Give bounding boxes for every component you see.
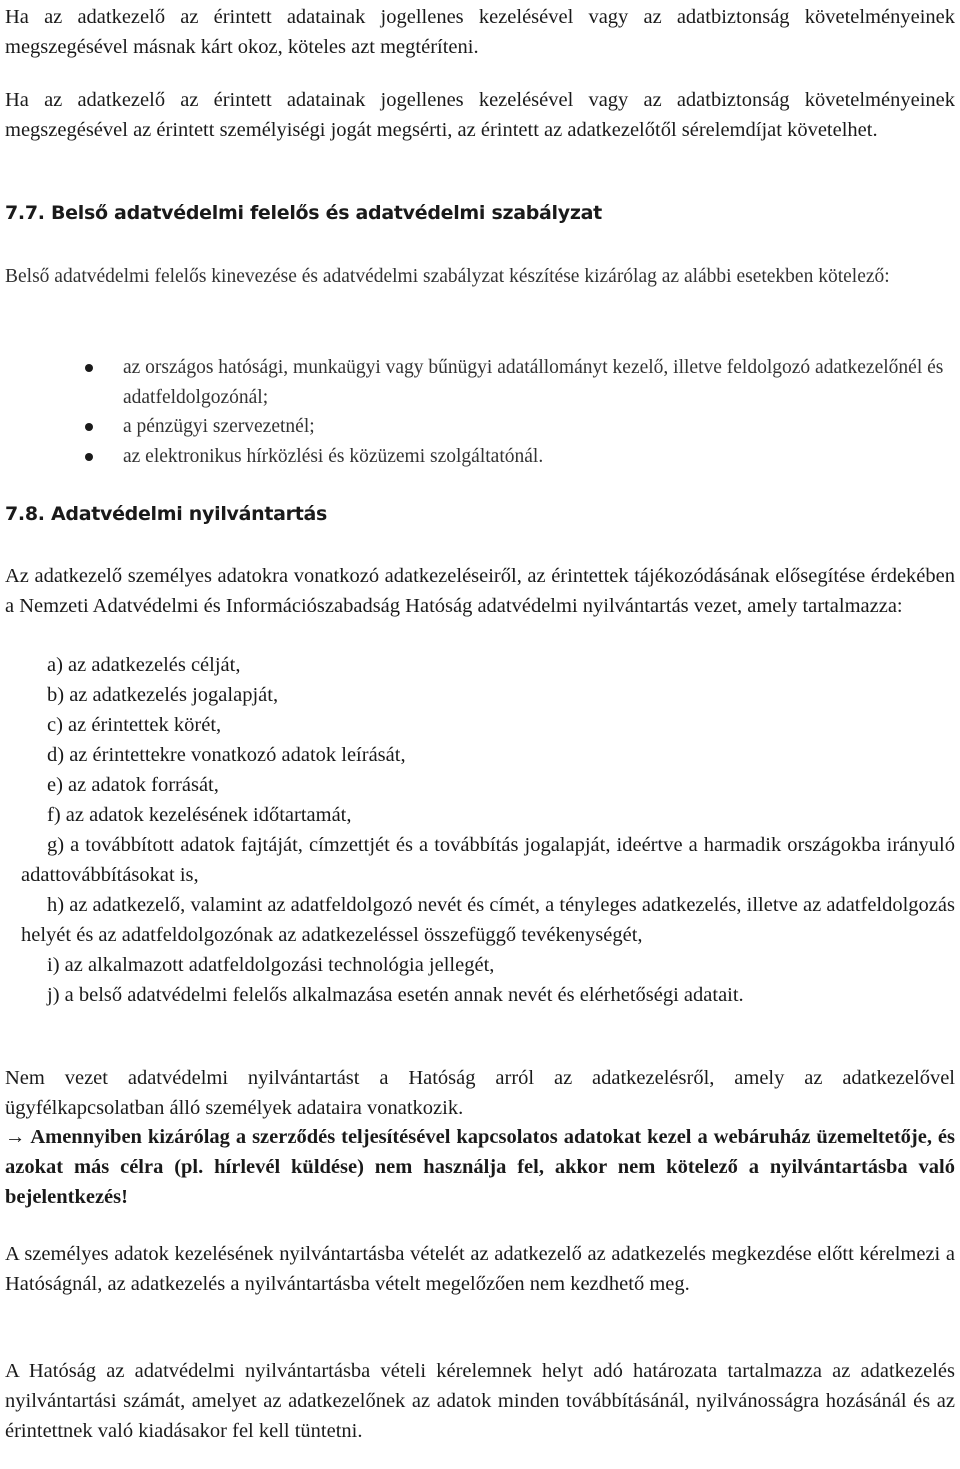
list-item: h) az adatkezelő, valamint az adatfeldolgozó nevét és címét, a tényleges adatkezelés, illetve az adatfeldolgozás helyét és az adatfeldolgozónak az adatkezeléssel összefüggő tevékenységét, xyxy=(21,894,955,946)
list-item: b) az adatkezelés jogalapját, xyxy=(47,684,279,706)
list-item xyxy=(5,442,955,472)
paragraph-webshop-note: → Amennyiben kizárólag a szerződés teljesítésével kapcsolatos adatokat kezel a webáruház üzemeltetője, és azokat más célra (pl. hírlevél küldése) nem használja fel, akkor nem kötelező a nyilvántartásba való bejelentkezés! xyxy=(5,1126,955,1208)
paragraph-damages: Ha az adatkezelő az érintett adatainak jogellenes kezelésével vagy az adatbiztonság követelményeinek megszegésével másnak kárt okoz, köteles azt megtéríteni. xyxy=(5,6,955,58)
registry-contents-list xyxy=(5,650,955,1010)
list-item: a) az adatkezelés célját, xyxy=(47,654,241,676)
list-item: i) az alkalmazott adatfeldolgozási technológia jellegét, xyxy=(47,954,495,976)
list-item-text: az elektronikus hírközlési és közüzemi szolgáltatónál. xyxy=(123,445,544,467)
heading-7-7: 7.7. Belső adatvédelmi felelős és adatvédelmi szabályzat xyxy=(5,202,602,224)
list-item: c) az érintettek körét, xyxy=(47,714,222,736)
bullet-icon xyxy=(85,423,93,431)
bullet-list-obligated xyxy=(5,353,955,471)
paragraph-grievance-fee: Ha az adatkezelő az érintett adatainak jogellenes kezelésével vagy az adatbiztonság követelményeinek megszegésével az érintett személyiségi jogát megsérti, az érintett az adatkezelőtől sérelemdíjat követelhet. xyxy=(5,89,955,141)
list-item: g) a továbbított adatok fajtáját, címzettjét és a továbbítás jogalapját, ideértve a harmadik országokba irányuló adattovábbításokat is, xyxy=(21,834,955,886)
bullet-icon xyxy=(85,364,93,372)
list-item xyxy=(5,412,955,442)
bullet-icon xyxy=(85,453,93,461)
list-item xyxy=(5,353,955,412)
list-item: d) az érintettekre vonatkozó adatok leírását, xyxy=(47,744,406,766)
list-item: f) az adatok kezelésének időtartamát, xyxy=(47,804,352,826)
paragraph-registry-intro: Az adatkezelő személyes adatokra vonatkozó adatkezeléseiről, az érintettek tájékozódásának elősegítése érdekében a Nemzeti Adatvédelmi és Információszabadság Hatóság adatvédelmi nyilvántartás vezet, amely tartalmazza: xyxy=(5,565,955,617)
list-item: j) a belső adatvédelmi felelős alkalmazása esetén annak nevét és elérhetőségi adatait. xyxy=(47,984,744,1006)
list-item-text: az országos hatósági, munkaügyi vagy bűnügyi adatállományt kezelő, illetve feldolgozó adatkezelőnél és adatfeldolgozónál; xyxy=(123,357,944,408)
list-item: e) az adatok forrását, xyxy=(47,774,219,796)
heading-7-8: 7.8. Adatvédelmi nyilvántartás xyxy=(5,503,328,525)
paragraph-registration-request: A személyes adatok kezelésének nyilvántartásba vételét az adatkezelő az adatkezelés megkezdése előtt kérelmezi a Hatóságnál, az adatkezelés a nyilvántartásba vételt megelőzően nem kezdhető meg. xyxy=(5,1243,955,1295)
paragraph-not-registered: Nem vezet adatvédelmi nyilvántartást a Hatóság arról az adatkezelésről, amely az adatkezelővel ügyfélkapcsolatban álló személyek adataira vonatkozik. xyxy=(5,1067,955,1119)
paragraph-officer-intro: Belső adatvédelmi felelős kinevezése és adatvédelmi szabályzat készítése kizárólag az alábbi esetekben kötelező: xyxy=(5,266,890,287)
paragraph-authority-decision: A Hatóság az adatvédelmi nyilvántartásba vételi kérelemnek helyt adó határozata tartalmazza az adatkezelés nyilvántartási számát, amelyet az adatkezelőnek az adatok minden továbbításánál, nyilvánosságra hozásánál és az érintettnek való kiadásakor fel kell tüntetni. xyxy=(5,1360,955,1442)
list-item-text: a pénzügyi szervezetnél; xyxy=(123,416,315,437)
